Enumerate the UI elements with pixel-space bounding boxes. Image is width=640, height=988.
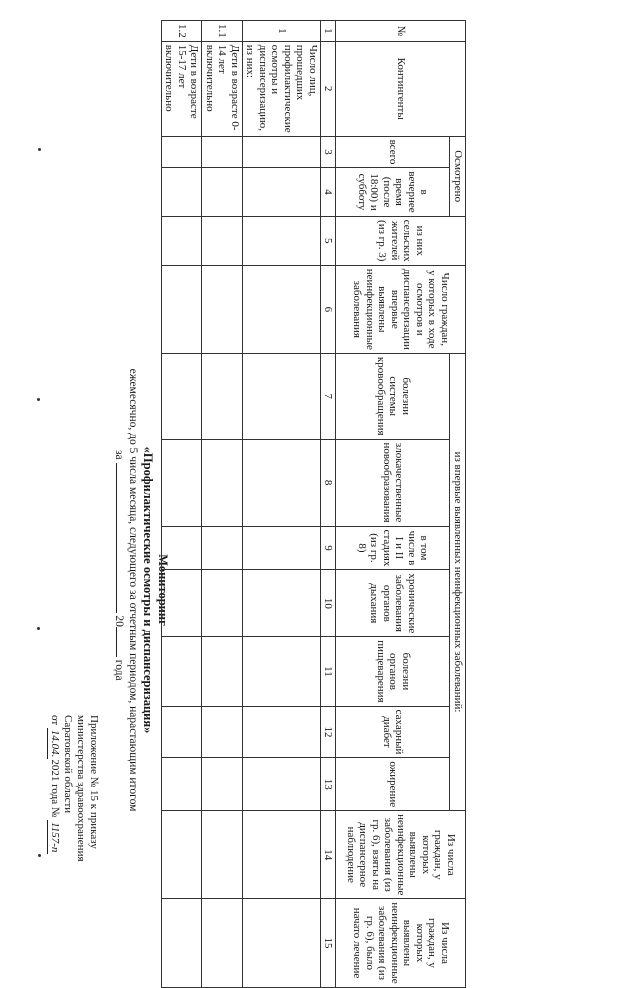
table-row: 1.1 Дети в возрасте 0-14 лет включительно [202, 21, 243, 988]
header-rural: из них сельских жителей (из гр. 3) [336, 216, 466, 265]
header-examined-group: Осмотрено [450, 136, 466, 216]
header-treatment: Из числа граждан, у которых выявлены неинфекционные заболевания (из гр. 6), было начато лечение [336, 899, 466, 987]
table-row: 1 Число лиц, прошедших профилактические осмотры и диспансеризацию, из них: [243, 21, 321, 988]
monitoring-table [161, 20, 466, 988]
header-stage: в том числе в I и II стадиях (из гр. 8) [336, 526, 450, 570]
header-circulatory: болезни системы кровообращения [336, 353, 450, 439]
header-total: всего [336, 136, 450, 168]
header-dispensary: Из числа граждан, у которых выявлены неинфекционные заболевания (из гр. 6), взяты на диспансерное наблюдение [336, 811, 466, 899]
header-neoplasms: злокачественные новообразования [336, 439, 450, 526]
title-line-1: Мониторинг [156, 554, 170, 626]
reporting-period: за 20 года [113, 450, 125, 681]
header-contingents: Контингенты [336, 41, 466, 136]
header-no: № [336, 21, 466, 42]
handwritten-number: 1157-п [49, 822, 61, 853]
header-of-them-group: из впервые выявленных неинфекционных заболеваний: [450, 353, 466, 810]
header-respiratory: хронические заболевания органов дыхания [336, 570, 450, 637]
title-line-2: «Профилактические осмотры и диспансеризация» [141, 446, 155, 734]
table-row: 1.2 Дети в возрасте 15-17 лет включительно [162, 21, 203, 988]
header-first-detected: Число граждан, у которых в ходе осмотров и диспансеризации впервые выявлены неинфекционные заболевания [336, 265, 466, 353]
appendix-line: Саратовской области [62, 715, 74, 814]
appendix-note [47, 715, 100, 875]
header-evening: в вечернее время (после 18:00) и субботу [336, 168, 450, 216]
header-digestive: болезни органов пищеварения [336, 637, 450, 706]
handwritten-date: 14.04. [49, 729, 61, 758]
appendix-date: от 14.04.2021 года № 1157-п [49, 715, 61, 853]
header-diabetes: сахарный диабет [336, 706, 450, 758]
column-numbers-row: 1 2 3 4 5 6 7 8 9 10 11 12 13 14 15 [321, 21, 337, 988]
title-line-3: ежемесячно, до 5 числа месяца, следующего за отчетным периодом, нарастающим итогом [127, 368, 139, 812]
appendix-line: министерства здравоохранения [75, 715, 87, 862]
header-obesity: ожирение [336, 758, 450, 811]
appendix-line: Приложение № 15 к приказу [88, 715, 100, 849]
